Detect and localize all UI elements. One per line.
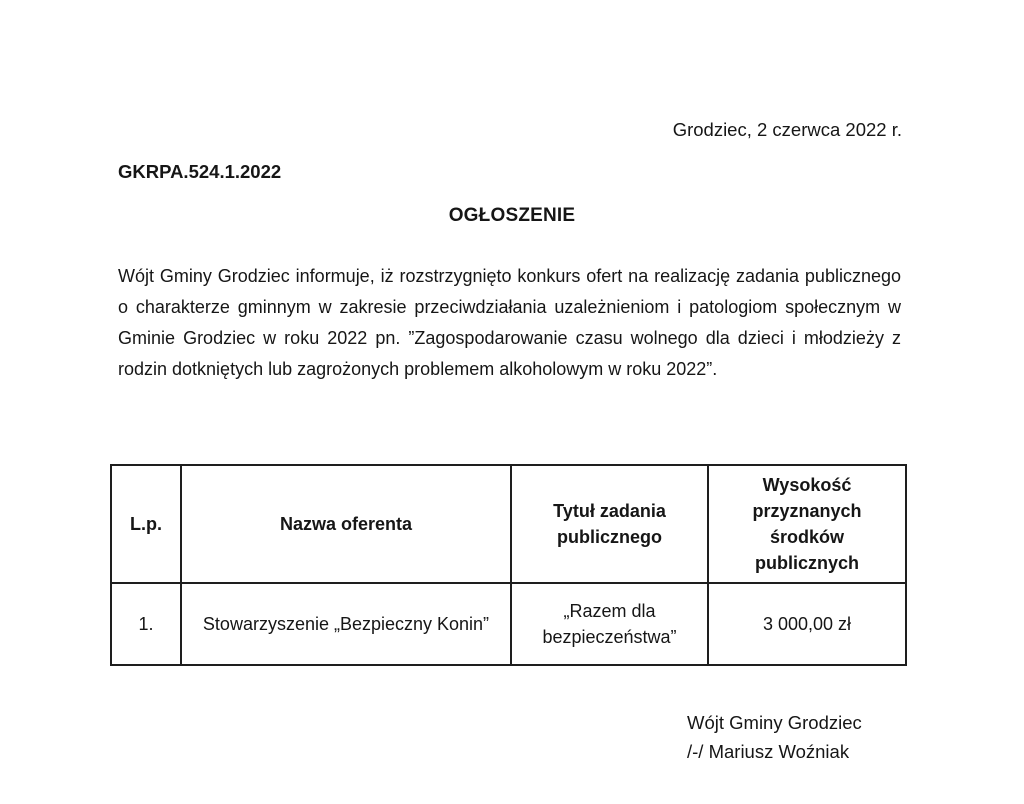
grant-results-table (110, 464, 907, 666)
cell-granted-amount: 3 000,00 zł (708, 583, 906, 665)
table-header (111, 465, 906, 583)
signature-role: Wójt Gminy Grodziec (687, 712, 862, 733)
header-cell-granted-funds: Wysokość przyznanych środków publicznych (708, 465, 906, 583)
signature-name: /-/ Mariusz Woźniak (687, 741, 850, 762)
cell-offerer-name: Stowarzyszenie „Bezpieczny Konin” (181, 583, 511, 665)
signature-block (687, 708, 862, 766)
announcement-paragraph: Wójt Gminy Grodziec informuje, iż rozstrzygnięto konkurs ofert na realizację zadania publicznego o charakterze gminnym w zakresie przeciwdziałania uzależnieniom i patologiom społecznym w Gminie Grodziec w roku 2022 pn. ”Zagospodarowanie czasu wolnego dla dzieci i młodzieży z rodzin dotkniętych lub zagrożonych problemem alkoholowym w roku 2022”. (118, 266, 901, 379)
table-body (111, 583, 906, 665)
header-cell-lp: L.p. (111, 465, 181, 583)
header-cell-task-title: Tytuł zadania publicznego (511, 465, 708, 583)
header-cell-offerer-name: Nazwa oferenta (181, 465, 511, 583)
reference-number: GKRPA.524.1.2022 (118, 161, 282, 182)
table-header-row (111, 465, 906, 583)
cell-task-title: „Razem dla bezpieczeństwa” (511, 583, 708, 665)
cell-row-number: 1. (111, 583, 181, 665)
document-date: Grodziec, 2 czerwca 2022 r. (672, 119, 902, 140)
table-row (111, 583, 906, 665)
page-title: OGŁOSZENIE (448, 205, 576, 226)
